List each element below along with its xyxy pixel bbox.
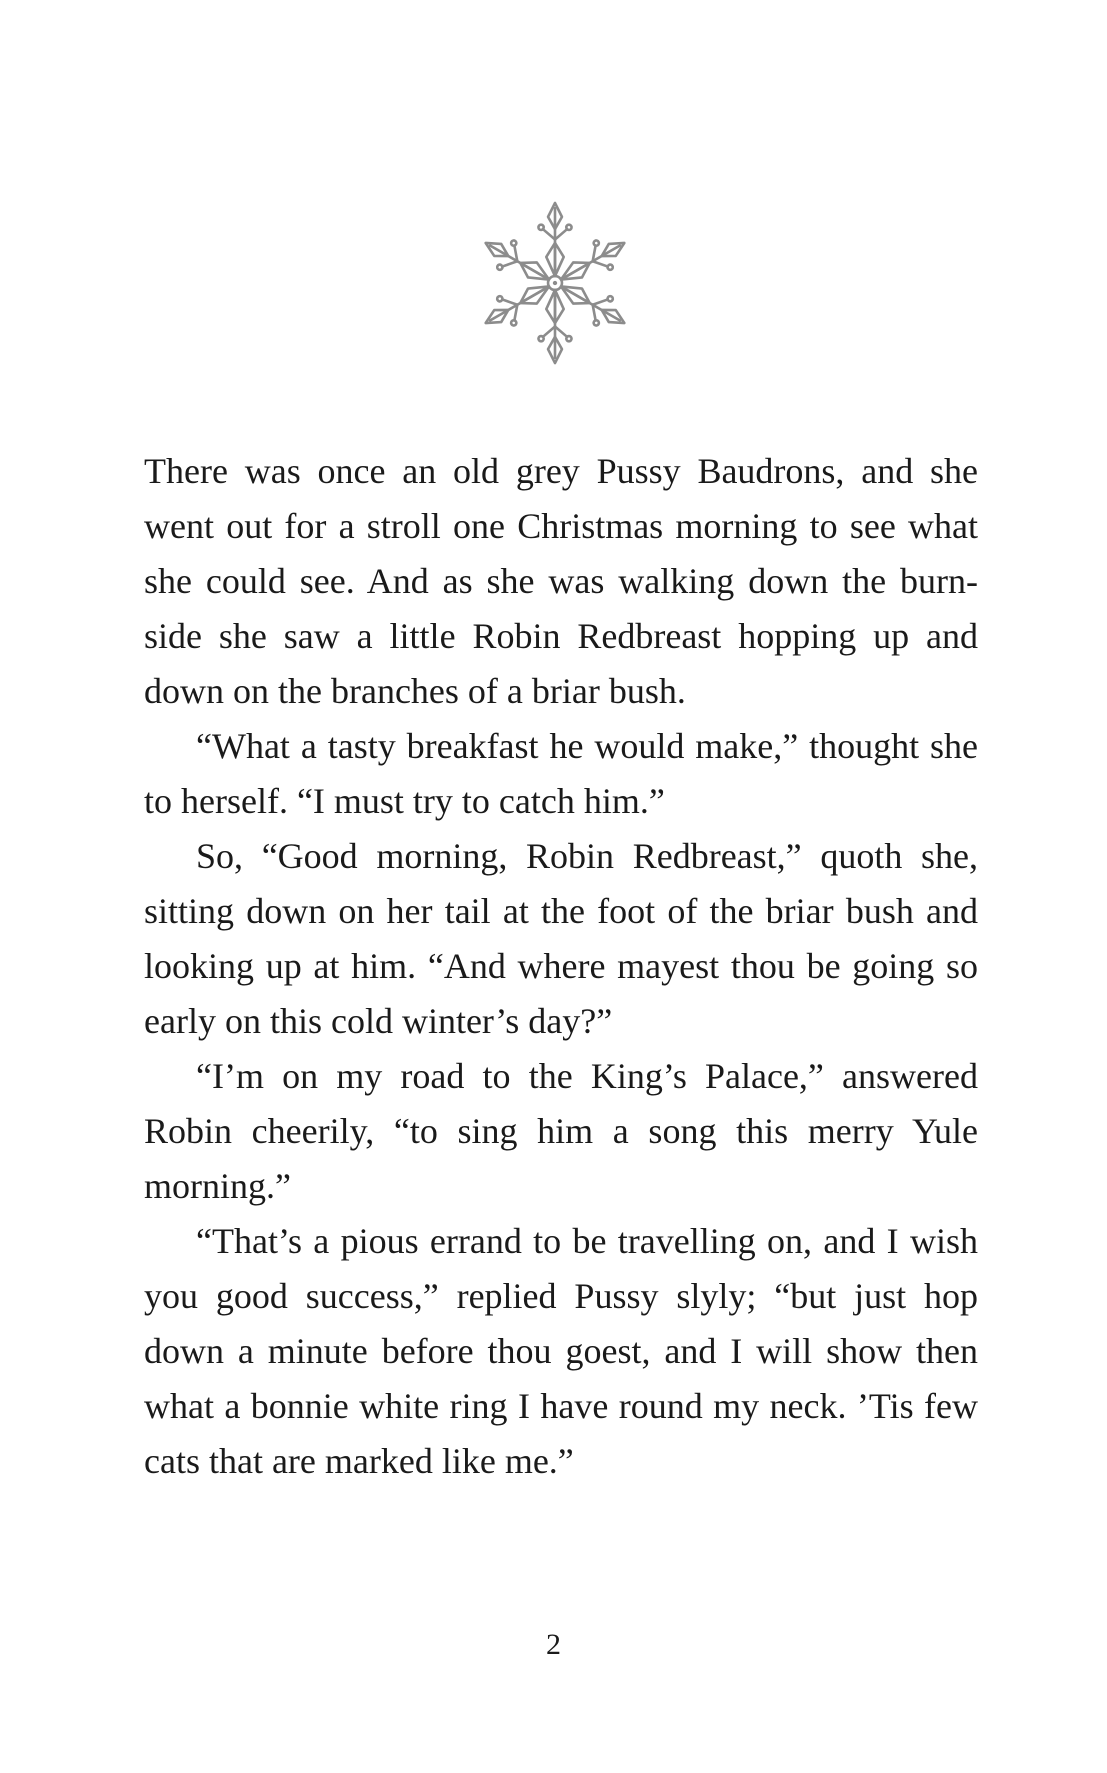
paragraph: “That’s a pious errand to be travelling on, and I wish you good success,” replied Pussy slyly; “but just hop down a minute before thou goest, and I will show then what a bonnie white ring I have round my neck. ’Tis few cats that are marked like me.”: [144, 1221, 978, 1481]
page-number: 2: [546, 1628, 561, 1661]
paragraph: “What a tasty breakfast he would make,” thought she to herself. “I must try to catch him.”: [144, 726, 978, 821]
paragraph: There was once an old grey Pussy Baudrons, and she went out for a stroll one Christmas morning to see what she could see. And as she was walking down the burn-side she saw a little Robin Redbreast hopping up and down on the branches of a briar bush.: [144, 451, 978, 711]
story-text: [144, 444, 978, 1489]
paragraph: “I’m on my road to the King’s Palace,” answered Robin cheerily, “to sing him a song this merry Yule morning.”: [144, 1056, 978, 1206]
snowflake-icon: [468, 192, 642, 374]
paragraph: So, “Good morning, Robin Redbreast,” quoth she, sitting down on her tail at the foot of the briar bush and looking up at him. “And where mayest thou be going so early on this cold winter’s day?”: [144, 836, 978, 1041]
